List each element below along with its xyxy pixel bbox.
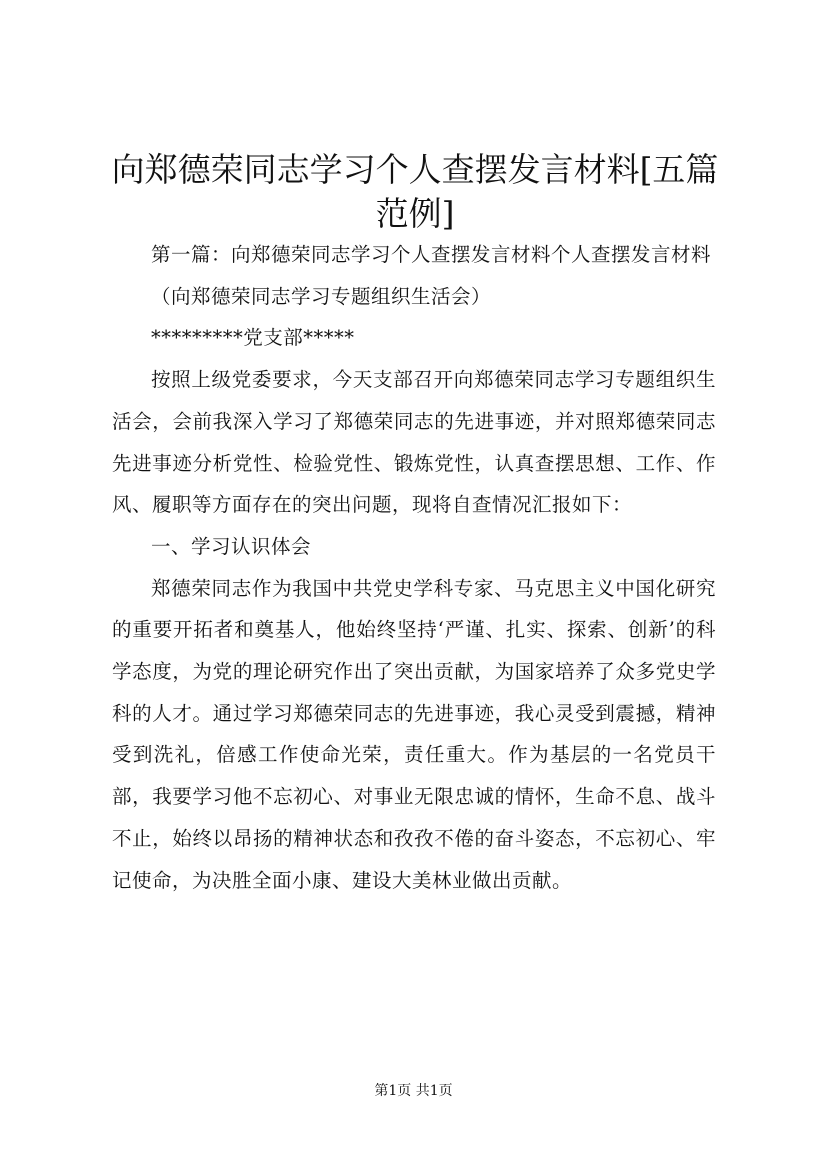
paragraph-meeting-name: （向郑德荣同志学习专题组织生活会） <box>151 284 492 308</box>
paragraph-intro: 按照上级党委要求，今天支部召开向郑德荣同志学习专题组织生活会，会前我深入学习了郑德荣同志的先进事迹，并对照郑德荣同志先进事迹分析党性、检验党性、锻炼党性，认真查摆思想、工作、作风、履职等方面存在的突出问题，现将自查情况汇报如下： <box>112 368 716 517</box>
paragraph-heading-first-article: 第一篇：向郑德荣同志学习个人查摆发言材料个人查摆发言材料 <box>151 243 712 266</box>
document-body <box>112 234 716 901</box>
paragraph-study-reflection: 郑德荣同志作为我国中共党史学科专家、马克思主义中国化研究的重要开拓者和奠基人，他始终坚持‘严谨、扎实、探索、创新’的科学态度，为党的理论研究作出了突出贡献，为国家培养了众多党史学科的人才。通过学习郑德荣同志的先进事迹，我心灵受到震撼，精神受到洗礼，倍感工作使命光荣，责任重大。作为基层的一名党员干部，我要学习他不忘初心、对事业无限忠诚的情怀，生命不息、战斗不止，始终以昂扬的精神状态和孜孜不倦的奋斗姿态，不忘初心、牢记使命，为决胜全面小康、建设大美林业做出贡献。 <box>112 576 716 892</box>
paragraph-section-heading: 一、学习认识体会 <box>151 534 312 558</box>
page-footer: 第1页 共1页 <box>374 1083 453 1099</box>
document-title: 向郑德荣同志学习个人查摆发言材料[五篇范例] <box>111 150 719 233</box>
paragraph-branch-name: *********党支部***** <box>151 326 355 350</box>
